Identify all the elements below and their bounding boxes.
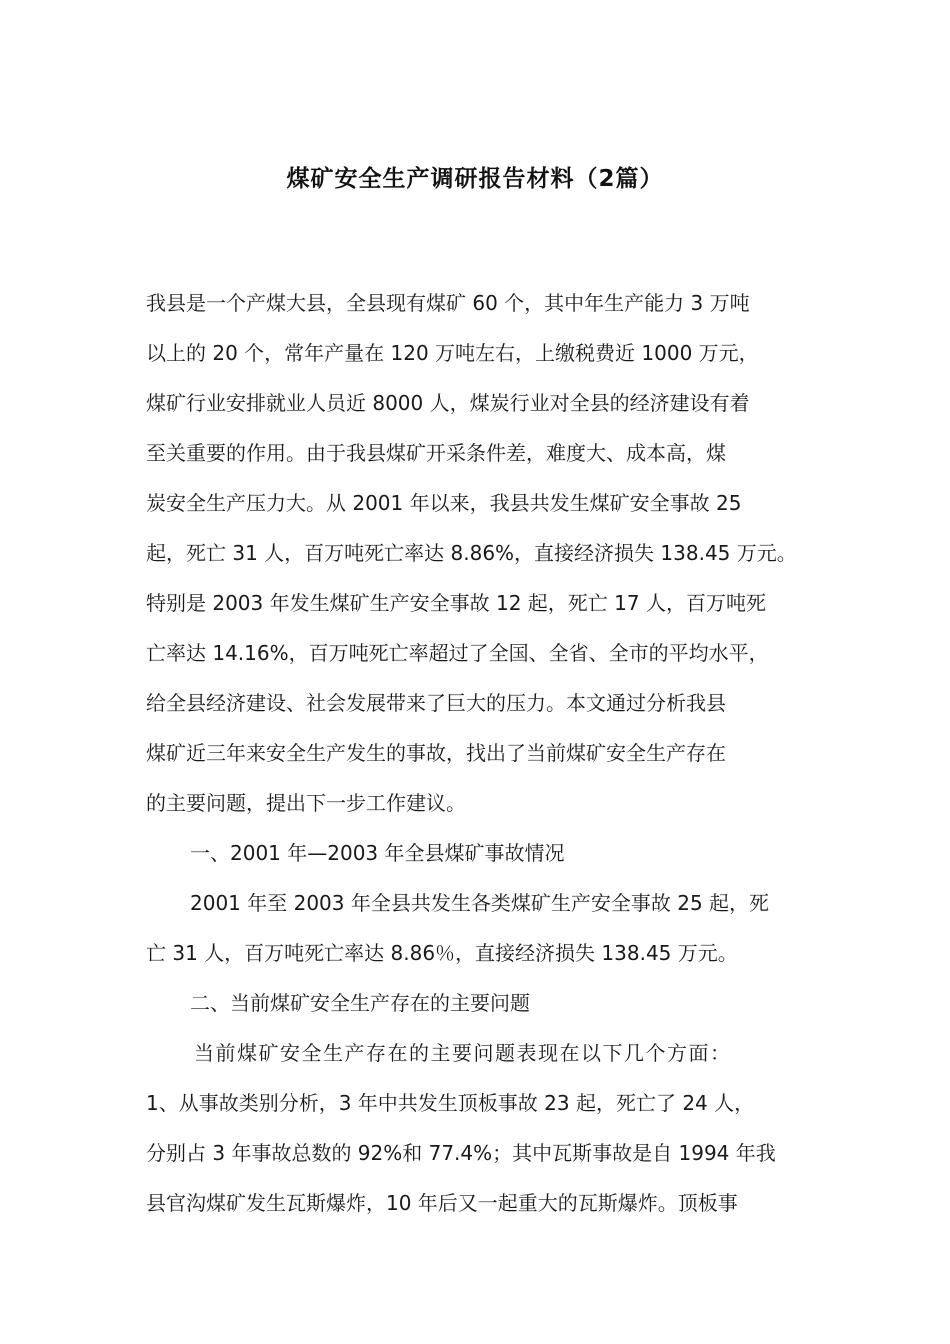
body-line: 我县是一个产煤大县，全县现有煤矿 60 个，其中年生产能力 3 万吨	[146, 291, 750, 315]
body-line: 炭安全生产压力大。从 2001 年以来，我县共发生煤矿安全事故 25	[146, 491, 742, 515]
body-line: 1、从事故类别分析，3 年中共发生顶板事故 23 起，死亡了 24 人，	[146, 1091, 755, 1115]
body-line: 县官沟煤矿发生瓦斯爆炸，10 年后又一起重大的瓦斯爆炸。顶板事	[146, 1191, 738, 1215]
body-line: 分别占 3 年事故总数的 92%和 77.4%；其中瓦斯事故是自 1994 年我	[146, 1141, 776, 1165]
body-line: 以上的 20 个，常年产量在 120 万吨左右，上缴税费近 1000 万元，	[146, 341, 759, 365]
body-line: 2001 年至 2003 年全县共发生各类煤矿生产安全事故 25 起，死	[190, 891, 770, 915]
body-line: 的主要问题，提出下一步工作建议。	[146, 791, 466, 815]
body-line: 当前煤矿安全生产存在的主要问题表现在以下几个方面：	[194, 1041, 732, 1065]
body-line: 起，死亡 31 人，百万吨死亡率达 8.86%，直接经济损失 138.45 万元。	[146, 541, 797, 565]
document-title: 煤矿安全生产调研报告材料（2篇）	[286, 166, 664, 192]
body-line: 特别是 2003 年发生煤矿生产安全事故 12 起，死亡 17 人，百万吨死	[146, 591, 766, 615]
section-heading-1: 一、2001 年—2003 年全县煤矿事故情况	[190, 841, 565, 865]
section-heading-2: 二、当前煤矿安全生产存在的主要问题	[190, 991, 530, 1015]
body-line: 煤矿近三年来安全生产发生的事故，找出了当前煤矿安全生产存在	[146, 741, 726, 765]
body-line: 亡 31 人，百万吨死亡率达 8.86％，直接经济损失 138.45 万元。	[146, 941, 738, 965]
body-line: 至关重要的作用。由于我县煤矿开采条件差，难度大、成本高，煤	[146, 441, 726, 465]
body-line: 给全县经济建设、社会发展带来了巨大的压力。本文通过分析我县	[146, 691, 726, 715]
body-line: 煤矿行业安排就业人员近 8000 人，煤炭行业对全县的经济建设有着	[146, 391, 750, 415]
body-line: 亡率达 14.16%，百万吨死亡率超过了全国、全省、全市的平均水平，	[146, 641, 769, 665]
